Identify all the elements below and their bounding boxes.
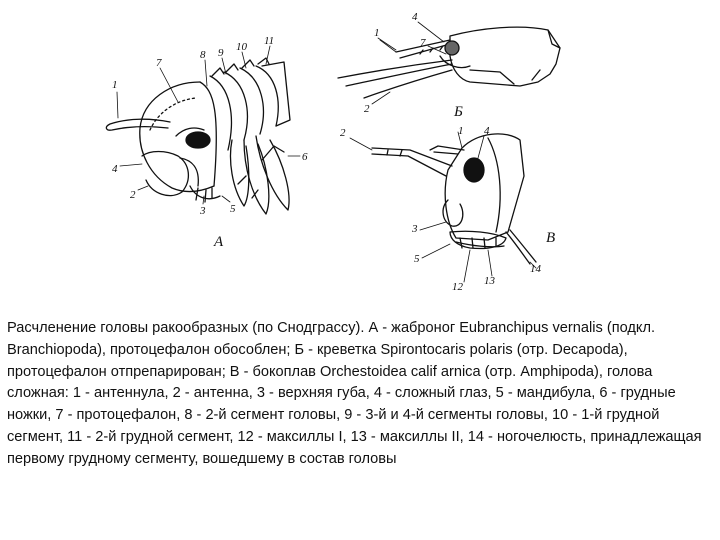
label-b-1: 1 xyxy=(374,27,380,39)
label-c-12: 12 xyxy=(452,281,463,293)
label-a-2: 2 xyxy=(130,189,136,201)
panel-letter-a: А xyxy=(214,234,224,250)
label-a-10: 10 xyxy=(236,41,247,53)
panel-b-drawing xyxy=(338,22,560,104)
label-a-8: 8 xyxy=(200,49,206,61)
label-a-1: 1 xyxy=(112,79,118,91)
label-a-5: 5 xyxy=(230,203,236,215)
label-c-5: 5 xyxy=(414,253,420,265)
label-a-11: 11 xyxy=(264,35,275,47)
label-a-3: 3 xyxy=(200,205,206,217)
label-a-6: 6 xyxy=(302,151,308,163)
label-b-4: 4 xyxy=(412,11,418,23)
label-b-7: 7 xyxy=(420,37,426,49)
label-c-13: 13 xyxy=(484,275,495,287)
label-a-7: 7 xyxy=(156,57,162,69)
label-a-9: 9 xyxy=(218,47,224,59)
figure-caption: Расчленение головы ракообразных (по Снодграссу). А - жаброног Eubranchipus vernalis (подкл. Branchiopoda), протоцефалон обособлен; Б - креветка Spirontocaris polaris (отр. Decapoda), протоцефалон отпрепарирован; В - бокоплав Orchestoidea calif arnica (отр. Amphipoda), голова сложная: 1 - антеннула, 2 - антенна, 3 - верхняя губа, 4 - сложный глаз, 5 - мандибула, 6 - грудные ножки, 7 - протоцефалон, 8 - 2-й сегмент головы, 9 - 3-й и 4-й сегменты головы, 10 - 1-й грудной сегмент, 11 - 2-й грудной сегмент, 12 - максиллы I, 13 - максиллы II, 14 - ногочелюсть, принадлежащая первому грудному сегменту, вошедшему в состав головы xyxy=(7,320,702,467)
label-c-4: 4 xyxy=(484,125,490,137)
label-b-2: 2 xyxy=(364,103,370,115)
panel-c-drawing xyxy=(350,132,536,282)
label-c-1: 1 xyxy=(458,125,464,137)
panel-letter-c: В xyxy=(546,230,556,246)
label-a-4: 4 xyxy=(112,163,118,175)
label-c-3: 3 xyxy=(412,223,418,235)
panel-letter-b: Б xyxy=(454,104,463,120)
label-c-14: 14 xyxy=(530,263,541,275)
label-c-2: 2 xyxy=(340,127,346,139)
